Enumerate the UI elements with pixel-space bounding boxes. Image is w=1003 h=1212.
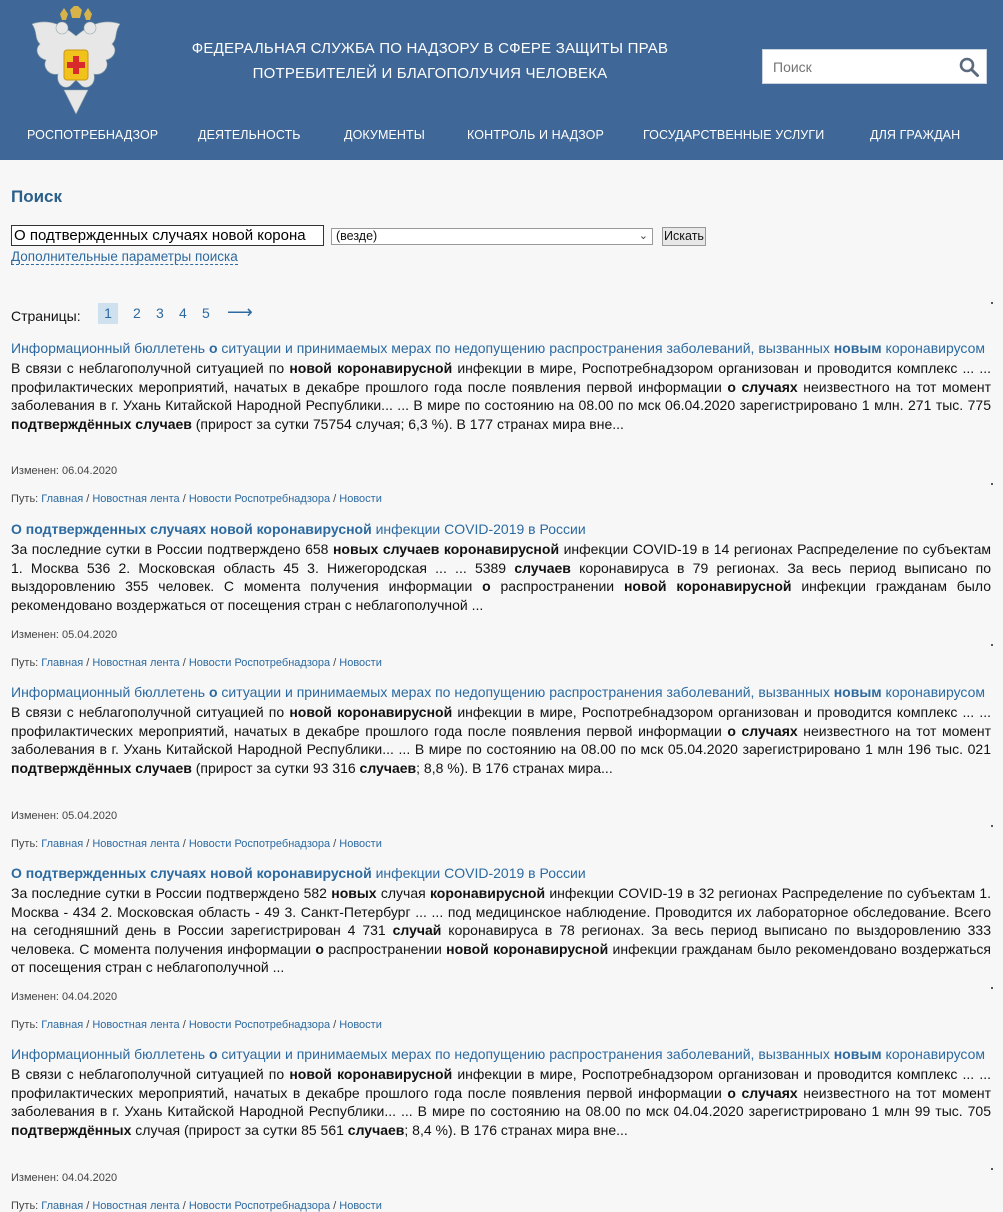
header-search	[762, 49, 987, 84]
site-title	[180, 36, 680, 86]
breadcrumb-link-home[interactable]: Главная	[41, 838, 84, 850]
main-content	[0, 160, 1003, 1212]
page-title: Поиск	[11, 187, 63, 206]
result-breadcrumb: Путь: Главная / Новостная лента / Новости Роспотребнадзора / Новости	[11, 493, 382, 505]
query-input[interactable]	[11, 225, 324, 246]
scope-select-value: (везде)	[336, 229, 378, 243]
search-submit-button[interactable]: Искать	[662, 227, 706, 246]
search-icon[interactable]	[958, 56, 980, 78]
separator-dot	[991, 483, 993, 485]
nav-item-documents[interactable]: ДОКУМЕНТЫ	[344, 128, 425, 142]
search-form	[11, 225, 1001, 265]
result-snippet: За последние сутки в России подтверждено 658 новых случаев коронавирусной инфекции COVID-19 в 14 регионах Распределение по субъектам 1. Москва 536 2. Московская область 45 3. Нижегородская ... ... 5389 случаев коронавируса в 79 регионах. За весь период выписано по выздоровлению 355 человек. С момента получения информации о распространении новой коронавирусной инфекции гражданам было рекомендовано воздержаться от посещения стран с неблагополучной ...	[11, 541, 992, 613]
breadcrumb-link-news[interactable]: Новости	[339, 657, 382, 669]
separator-dot	[991, 644, 993, 646]
result-date: Изменен: 05.04.2020	[11, 810, 118, 822]
result-date: Изменен: 05.04.2020	[11, 629, 118, 641]
pagination-page-4[interactable]: 4	[179, 305, 187, 321]
breadcrumb-link-home[interactable]: Главная	[41, 657, 84, 669]
breadcrumb-link-newsfeed[interactable]: Новостная лента	[92, 1019, 180, 1031]
breadcrumb-label: Путь:	[11, 493, 39, 505]
search-result	[11, 683, 991, 850]
result-title-link[interactable]: Информационный бюллетень о ситуации и принимаемых мерах по недопущению распространения заболеваний, вызванных новым коронавирусом	[11, 1046, 986, 1062]
chevron-down-icon: ⌄	[638, 230, 648, 242]
nav-item-rospotrebnadzor[interactable]: РОСПОТРЕБНАДЗОР	[27, 128, 159, 142]
breadcrumb-link-newsfeed[interactable]: Новостная лента	[92, 493, 180, 505]
result-snippet: В связи с неблагополучной ситуацией по новой коронавирусной инфекции в мире, Роспотребнадзором организован и проводится комплекс ... ... профилактических мероприятий, начатых в декабре прошлого года после появления первой информации о случаях неизвестного на тот момент заболевания в г. Ухань Китайской Народной Республики... ... В мире по состоянию на 08.00 по мск 05.04.2020 зарегистрировано 1 млн 196 тыс. 021 подтверждённых случаев (прирост за сутки 93 316 случаев; 8,8 %). В 176 странах мира...	[11, 704, 991, 776]
pagination-next-arrow-icon[interactable]: ⟶	[227, 302, 253, 322]
site-title-line1: ФЕДЕРАЛЬНАЯ СЛУЖБА ПО НАДЗОРУ В СФЕРЕ ЗАЩИТЫ ПРАВ	[191, 40, 669, 57]
separator-dot	[991, 1168, 993, 1170]
result-snippet: За последние сутки в России подтверждено 582 новых случая коронавирусной инфекции COVID-19 в 32 регионах Распределение по субъектам 1. Москва - 434 2. Московская область - 49 3. Санкт-Петербург ... ... под медицинское наблюдение. Проводится их лабораторное обследование. Всего на сегодняшний день в России зарегистрирован 4 731 случай коронавируса в 78 регионах. За весь период выписано по выздоровлению 333 человека. С момента получения информации о распространении новой коронавирусной инфекции гражданам было рекомендовано воздержаться от посещения стран с неблагополучной ...	[11, 885, 992, 975]
breadcrumb-label: Путь:	[11, 1019, 39, 1031]
search-result	[11, 520, 992, 669]
pagination-page-2[interactable]: 2	[133, 305, 141, 321]
result-breadcrumb: Путь: Главная / Новостная лента / Новости Роспотребнадзора / Новости	[11, 1019, 382, 1031]
search-result	[11, 339, 991, 505]
result-title-link[interactable]: О подтвержденных случаях новой коронавирусной инфекции COVID-2019 в России	[11, 521, 586, 537]
breadcrumb-link-news[interactable]: Новости	[339, 1200, 382, 1212]
result-breadcrumb: Путь: Главная / Новостная лента / Новости Роспотребнадзора / Новости	[11, 1200, 382, 1212]
breadcrumb-link-agency-news[interactable]: Новости Роспотребнадзора	[188, 493, 331, 505]
separator-dot	[991, 987, 993, 989]
breadcrumb-label: Путь:	[11, 657, 39, 669]
breadcrumb-link-newsfeed[interactable]: Новостная лента	[92, 657, 180, 669]
breadcrumb-link-news[interactable]: Новости	[339, 493, 382, 505]
result-title-link[interactable]: Информационный бюллетень о ситуации и принимаемых мерах по недопущению распространения заболеваний, вызванных новым коронавирусом	[11, 684, 986, 700]
breadcrumb-link-news[interactable]: Новости	[339, 838, 382, 850]
separator-dot	[991, 302, 993, 304]
breadcrumb-link-home[interactable]: Главная	[41, 493, 84, 505]
pagination-page-5[interactable]: 5	[202, 305, 210, 321]
pagination	[11, 302, 271, 324]
breadcrumb-link-agency-news[interactable]: Новости Роспотребнадзора	[188, 838, 331, 850]
result-title-link[interactable]: Информационный бюллетень о ситуации и принимаемых мерах по недопущению распространения заболеваний, вызванных новым коронавирусом	[11, 340, 986, 356]
result-snippet: В связи с неблагополучной ситуацией по новой коронавирусной инфекции в мире, Роспотребнадзором организован и проводится комплекс ... ... профилактических мероприятий, начатых в декабре прошлого года после появления первой информации о случаях неизвестного на тот момент заболевания в г. Ухань Китайской Народной Республики... ... В мире по состоянию на 08.00 по мск 06.04.2020 зарегистрировано 1 млн. 271 тыс. 775 подтверждённых случаев (прирост за сутки 75754 случая; 6,3 %). В 177 странах мира вне...	[11, 360, 991, 432]
breadcrumb-label: Путь:	[11, 838, 39, 850]
search-result	[11, 864, 992, 1031]
nav-item-control[interactable]: КОНТРОЛЬ И НАДЗОР	[467, 128, 604, 142]
breadcrumb-link-agency-news[interactable]: Новости Роспотребнадзора	[188, 1200, 331, 1212]
pagination-label: Страницы:	[11, 308, 81, 324]
scope-select[interactable]	[331, 228, 653, 245]
advanced-search-link[interactable]: Дополнительные параметры поиска	[11, 249, 238, 264]
result-date: Изменен: 04.04.2020	[11, 991, 118, 1003]
result-title-link[interactable]: О подтвержденных случаях новой коронавирусной инфекции COVID-2019 в России	[11, 865, 586, 881]
emblem-logo-icon[interactable]	[24, 6, 128, 120]
breadcrumb-link-agency-news[interactable]: Новости Роспотребнадзора	[188, 1019, 331, 1031]
site-header	[0, 0, 1003, 160]
breadcrumb-link-agency-news[interactable]: Новости Роспотребнадзора	[188, 657, 331, 669]
result-date: Изменен: 04.04.2020	[11, 1172, 118, 1184]
search-result	[11, 1045, 991, 1212]
breadcrumb-link-home[interactable]: Главная	[41, 1019, 84, 1031]
result-date: Изменен: 06.04.2020	[11, 465, 118, 477]
breadcrumb-link-newsfeed[interactable]: Новостная лента	[92, 1200, 180, 1212]
result-breadcrumb: Путь: Главная / Новостная лента / Новости Роспотребнадзора / Новости	[11, 657, 382, 669]
nav-item-citizens[interactable]: ДЛЯ ГРАЖДАН	[870, 128, 961, 142]
site-title-line2: ПОТРЕБИТЕЛЕЙ И БЛАГОПОЛУЧИЯ ЧЕЛОВЕКА	[252, 65, 608, 82]
result-breadcrumb: Путь: Главная / Новостная лента / Новости Роспотребнадзора / Новости	[11, 838, 382, 850]
pagination-page-3[interactable]: 3	[156, 305, 164, 321]
breadcrumb-link-home[interactable]: Главная	[41, 1200, 84, 1212]
breadcrumb-link-newsfeed[interactable]: Новостная лента	[92, 838, 180, 850]
pagination-current-page: 1	[98, 303, 118, 324]
header-search-input[interactable]	[763, 50, 953, 83]
result-snippet: В связи с неблагополучной ситуацией по новой коронавирусной инфекции в мире, Роспотребнадзором организован и проводится комплекс ... ... профилактических мероприятий, начатых в декабре прошлого года после появления первой информации о случаях неизвестного на тот момент заболевания в г. Ухань Китайской Народной Республики... ... В мире по состоянию на 08.00 по мск 04.04.2020 зарегистрировано 1 млн 99 тыс. 705 подтверждённых случая (прирост за сутки 85 561 случаев; 8,4 %). В 176 странах мира вне...	[11, 1066, 991, 1138]
separator-dot	[991, 825, 993, 827]
nav-item-activity[interactable]: ДЕЯТЕЛЬНОСТЬ	[198, 128, 301, 142]
nav-item-services[interactable]: ГОСУДАРСТВЕННЫЕ УСЛУГИ	[643, 128, 825, 142]
breadcrumb-link-news[interactable]: Новости	[339, 1019, 382, 1031]
breadcrumb-label: Путь:	[11, 1200, 39, 1212]
main-nav	[0, 128, 1003, 156]
